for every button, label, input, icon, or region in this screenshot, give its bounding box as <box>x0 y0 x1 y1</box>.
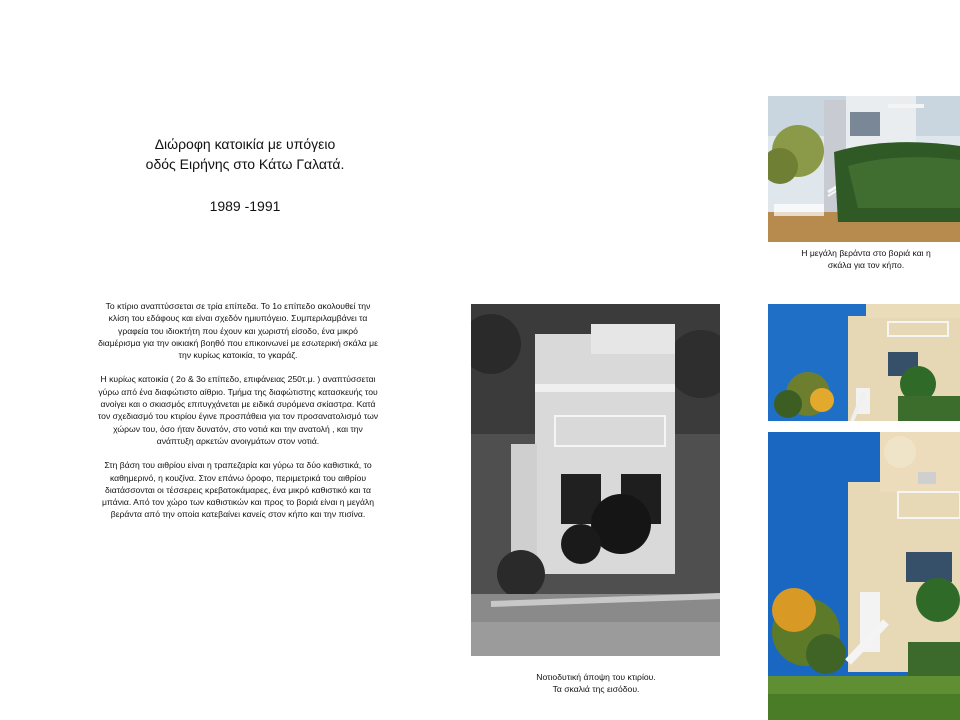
title-line-2: οδός Ειρήνης στο Κάτω Γαλατά. <box>145 156 345 172</box>
southwest-caption-line-2: Τα σκαλιά της εισόδου. <box>552 684 640 694</box>
facade-photo-small <box>768 304 960 421</box>
veranda-caption-line-2: σκάλα για τον κήπο. <box>827 260 905 270</box>
southwest-caption <box>500 671 692 695</box>
description-paragraph-1: Το κτίριο αναπτύσσεται σε τρία επίπεδα. Το 1ο επίπεδο ακολουθεί την κλίση του εδάφους και είναι σχεδόν ημιυπόγειο. Συμπεριλαμβάνει τα γραφεία του ιδιοκτήτη που έχουν και χωριστή είσοδο, ένα μικρό διαμέρισμα για την οικιακή βοηθό που επικοινωνεί με εσωτερική σκάλα με την κυρίως κατοικία, το γκαράζ. <box>98 301 378 361</box>
title-years: 1989 -1991 <box>209 198 281 214</box>
southwest-view-photo <box>471 304 720 656</box>
southwest-caption-line-1: Νοτιοδυτική άποψη του κτιρίου. <box>536 672 656 682</box>
veranda-caption <box>782 247 950 271</box>
veranda-caption-line-1: Η μεγάλη βεράντα στο βοριά και η <box>801 248 931 258</box>
description-paragraph-2: Η κυρίως κατοικία ( 2ο & 3ο επίπεδο, επιφάνειας 250τ.μ. ) αναπτύσσεται γύρω από ένα διαφώτιστο αίθριο. Τμήμα της διαφώτιστης κατασκευής του ανοίγει και ο σκιασμός επιτυγχάνεται με ειδικά συρόμενα σκίαστρα. Κατά τον σχεδιασμό του κτιρίου έγινε προσπάθεια για τον προσανατολισμό των χώρων του, όσο ήταν δυνατόν, στο νοτιά και την ανατολή , και την ανάπτυξη αρκετών ανοιγμάτων στον νοτιά. <box>97 374 379 446</box>
description-paragraph-3: Στη βάση του αιθρίου είναι η τραπεζαρία και γύρω τα δύο καθιστικά, το καθημερινό, η κουζίνα. Στον επάνω όροφο, περιμετρικά του αιθρίου διατάσσονται οι τέσσερεις κρεβατοκάμαρες, ένα μικρό καθιστικό και τα μπάνια. Από τον χώρο των καθιστικών και προς το βοριά είναι η μεγάλη βεράντα από την οποία κατεβαίνει κανείς στον κήπο και την πισίνα. <box>101 460 374 520</box>
description <box>96 300 380 533</box>
facade-photo-large <box>768 432 960 720</box>
veranda-photo <box>768 96 960 242</box>
title-line-1: Διώροφη κατοικία με υπόγειο <box>154 136 336 152</box>
page-title-block <box>100 134 390 216</box>
